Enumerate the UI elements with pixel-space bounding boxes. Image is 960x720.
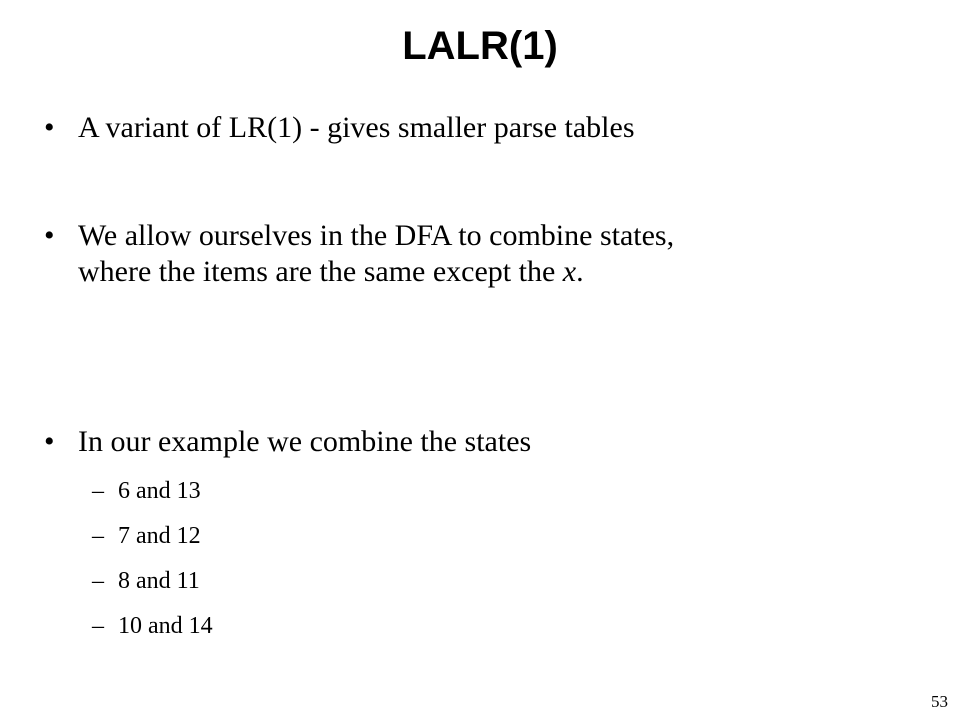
sub-bullet-marker: –	[92, 613, 104, 639]
sub-bullet-marker: –	[92, 568, 104, 594]
bullet-line: In our example we combine the states	[78, 425, 532, 458]
italic-variable: x	[562, 255, 577, 288]
bullet-line: We allow ourselves in the DFA to combine states,	[78, 219, 675, 252]
sub-bullet-marker: –	[92, 523, 104, 549]
bullet-marker: •	[44, 425, 55, 458]
bullet-text-example	[78, 424, 531, 460]
text-run: where the items are the same except the	[78, 255, 563, 288]
bullet-line-continued	[78, 254, 674, 290]
sub-item: 10 and 14	[118, 613, 213, 639]
slide-title: LALR(1)	[402, 24, 558, 68]
bullet-marker: •	[44, 219, 55, 252]
bullet-marker: •	[44, 111, 55, 144]
bullet-line: A variant of LR(1) - gives smaller parse tables	[78, 111, 635, 144]
text-run: .	[576, 255, 584, 288]
sub-item: 8 and 11	[118, 568, 200, 594]
bullet-text-combine-states	[78, 218, 674, 290]
sub-bullet-marker: –	[92, 478, 104, 504]
sub-item: 6 and 13	[118, 478, 201, 504]
bullet-text-lalr-variant	[78, 110, 635, 146]
page-number: 53	[931, 692, 948, 711]
sub-item: 7 and 12	[118, 523, 201, 549]
